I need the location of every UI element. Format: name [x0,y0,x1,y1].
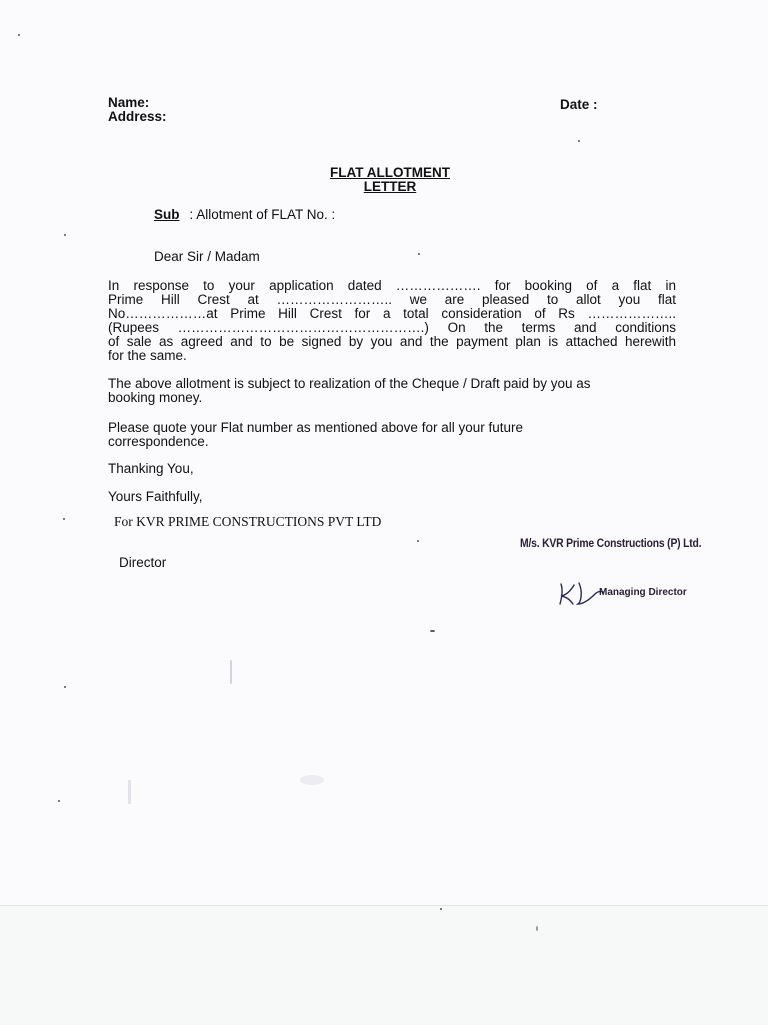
scan-smudge [230,660,232,684]
paragraph-line: Prime Hill Crest at …………………….. we are pleased to allot you flat [108,293,676,307]
scan-speck [18,34,20,36]
paragraph-line: In response to your application dated ………………. for booking of a flat in [108,279,676,293]
scan-speck [418,253,420,255]
address-label: Address: [108,109,167,124]
scan-smudge [128,780,131,804]
title-line-2: LETTER [363,179,417,194]
yours-faithfully: Yours Faithfully, [108,489,203,504]
subject-text: : Allotment of FLAT No. : [189,207,336,222]
subject-label: Sub [154,207,180,222]
letter-title [300,166,480,194]
title-line-1: FLAT ALLOTMENT [330,165,450,180]
scan-smudge [300,775,324,785]
company-stamp: M/s. KVR Prime Constructions (P) Ltd. [520,538,702,550]
paragraph-line: of sale as agreed and to be signed by you and the payment plan is attached herewith [108,335,676,349]
name-label: Name: [108,95,150,110]
paragraph-line: for the same. [108,348,187,363]
quote-paragraph [108,421,676,449]
allotment-paragraph [108,377,676,405]
stamp-role: Managing Director [599,587,687,598]
scan-speck [430,630,435,632]
date-label: Date : [560,97,598,112]
signature-icon [557,580,605,608]
scan-lower-margin [0,905,768,1025]
response-paragraph [108,279,676,363]
scan-speck [417,540,419,542]
scan-speck [58,800,60,802]
scan-speck [64,686,66,688]
paragraph-line: (Rupees ……………………………………………….) On the terms and conditions [108,321,676,335]
scan-speck [536,926,538,931]
paragraph-line: correspondence. [108,434,209,449]
scan-speck [63,518,65,520]
salutation: Dear Sir / Madam [154,249,260,264]
director-designation: Director [119,555,167,570]
paragraph-line: booking money. [108,390,203,405]
scan-speck [578,140,580,142]
paragraph-line: No………………at Prime Hill Crest for a total consideration of Rs ……………….. [108,307,676,321]
paragraph-line: Please quote your Flat number as mentioned above for all your future [108,420,523,435]
thanking-you: Thanking You, [108,461,194,476]
scan-speck [64,234,66,236]
scan-speck [440,908,442,910]
company-name: For KVR PRIME CONSTRUCTIONS PVT LTD [114,514,382,529]
subject-line [154,207,335,222]
paragraph-line: The above allotment is subject to realization of the Cheque / Draft paid by you as [108,376,591,391]
